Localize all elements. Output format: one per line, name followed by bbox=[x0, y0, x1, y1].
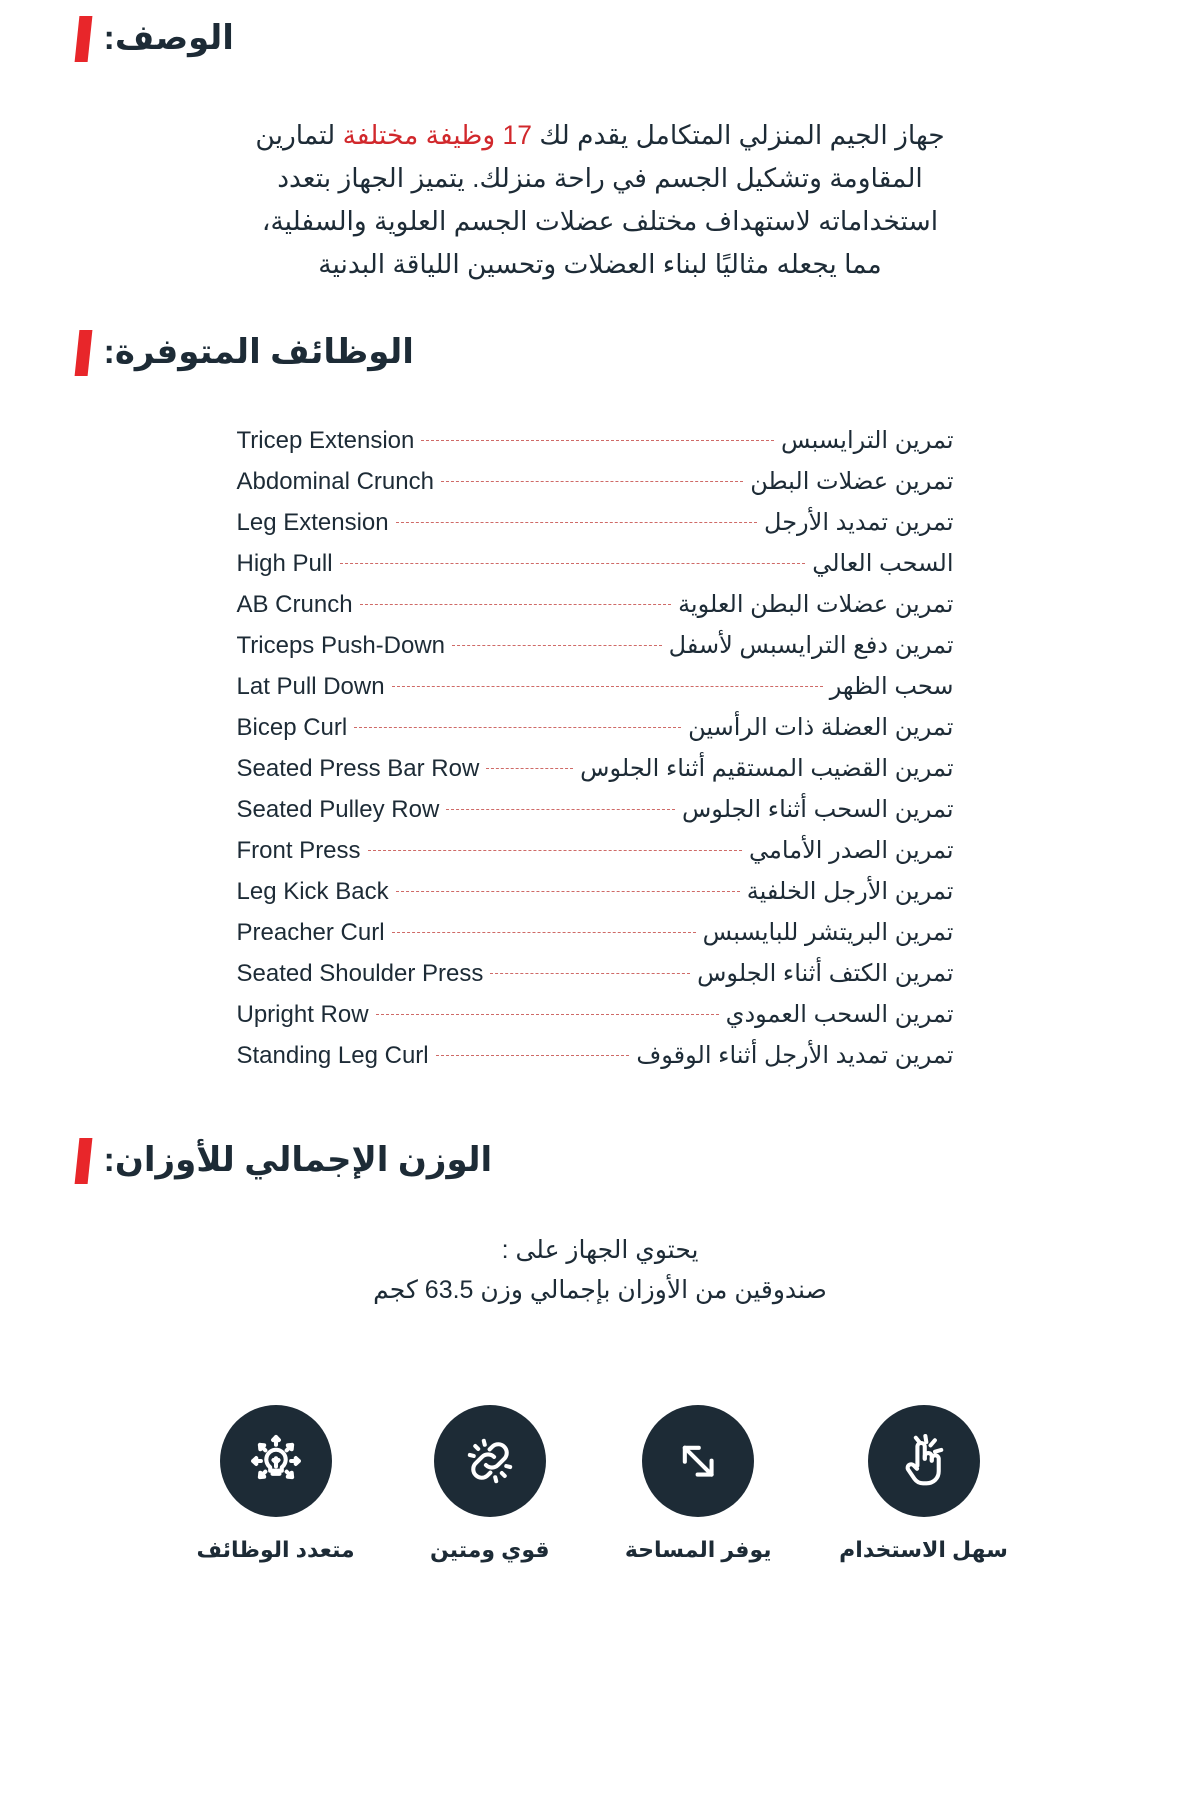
dashed-connector-icon bbox=[441, 481, 743, 482]
function-label-ar: تمرين تمديد الأرجل bbox=[764, 508, 954, 536]
total-weight-title: الوزن الإجمالي للأوزان: bbox=[103, 1140, 493, 1179]
function-label-ar: تمرين الأرجل الخلفية bbox=[746, 877, 954, 905]
function-row bbox=[237, 830, 954, 871]
function-row bbox=[237, 420, 954, 461]
feature-badges bbox=[77, 1405, 1124, 1563]
function-label-ar: تمرين العضلة ذات الرأسين bbox=[688, 713, 954, 741]
dashed-connector-icon bbox=[446, 809, 675, 810]
function-label-ar: تمرين الترايسبس bbox=[781, 426, 954, 454]
dashed-connector-icon bbox=[392, 686, 823, 687]
function-label-ar: تمرين عضلات البطن العلوية bbox=[678, 590, 954, 618]
function-label-en: Seated Press Bar Row bbox=[236, 754, 480, 782]
function-row bbox=[237, 953, 954, 994]
dashed-connector-icon bbox=[360, 604, 672, 605]
total-weight-line-2: صندوقين من الأوزان بإجمالي وزن 63.5 كجم bbox=[373, 1275, 827, 1304]
function-label-ar: تمرين البريتشر للبايسبس bbox=[702, 918, 954, 946]
dashed-connector-icon bbox=[368, 850, 743, 851]
function-label-en: High Pull bbox=[236, 549, 333, 577]
function-label-en: Preacher Curl bbox=[236, 918, 385, 946]
function-label-ar: سحب الظهر bbox=[829, 672, 954, 700]
functions-section bbox=[77, 330, 1124, 1076]
description-text-after: لتمارين المقاومة وتشكيل الجسم في راحة منزلك. يتميز الجهاز بتعدد استخداماته لاستهداف مختلف عضلات الجسم العلوية والسفلية، مما يجعله مثاليًا لبناء العضلات وتحسين اللياقة البدنية bbox=[255, 120, 939, 279]
function-row bbox=[237, 461, 954, 502]
accent-bar-icon bbox=[74, 330, 92, 376]
multi-function-bulb-icon bbox=[220, 1405, 332, 1517]
feature-badge bbox=[197, 1405, 355, 1563]
description-section bbox=[77, 0, 1124, 286]
function-row bbox=[237, 707, 954, 748]
function-label-ar: تمرين الصدر الأمامي bbox=[749, 836, 954, 864]
accent-bar-icon bbox=[74, 16, 92, 62]
description-body bbox=[77, 114, 1124, 286]
function-row bbox=[237, 994, 954, 1035]
dashed-connector-icon bbox=[340, 563, 806, 564]
functions-list bbox=[77, 420, 1124, 1076]
function-label-ar: السحب العالي bbox=[812, 549, 954, 577]
function-label-en: AB Crunch bbox=[236, 590, 353, 618]
function-row bbox=[237, 584, 954, 625]
total-weight-section bbox=[77, 1138, 1124, 1310]
feature-badge-label: قوي ومتين bbox=[430, 1536, 550, 1562]
function-label-ar: تمرين السحب أثناء الجلوس bbox=[682, 795, 954, 823]
feature-badge-label: متعدد الوظائف bbox=[196, 1536, 355, 1562]
dashed-connector-icon bbox=[436, 1055, 630, 1056]
function-row bbox=[237, 543, 954, 584]
feature-badge-label: سهل الاستخدام bbox=[839, 1536, 1008, 1562]
dashed-connector-icon bbox=[396, 522, 757, 523]
function-label-en: Seated Shoulder Press bbox=[236, 959, 484, 987]
dashed-connector-icon bbox=[452, 645, 662, 646]
function-label-ar: تمرين السحب العمودي bbox=[725, 1000, 954, 1028]
function-label-ar: تمرين عضلات البطن bbox=[750, 467, 954, 495]
function-row bbox=[237, 912, 954, 953]
function-label-en: Upright Row bbox=[236, 1000, 369, 1028]
chain-link-icon bbox=[434, 1405, 546, 1517]
function-label-ar: تمرين تمديد الأرجل أثناء الوقوف bbox=[636, 1041, 954, 1069]
function-label-ar: تمرين القضيب المستقيم أثناء الجلوس bbox=[580, 754, 954, 782]
description-paragraph bbox=[247, 114, 954, 286]
function-row bbox=[237, 625, 954, 666]
dashed-connector-icon bbox=[354, 727, 681, 728]
function-row bbox=[237, 1035, 954, 1076]
dashed-connector-icon bbox=[396, 891, 740, 892]
function-label-en: Leg Kick Back bbox=[236, 877, 389, 905]
function-label-en: Bicep Curl bbox=[236, 713, 348, 741]
function-label-ar: تمرين الكتف أثناء الجلوس bbox=[697, 959, 954, 987]
dashed-connector-icon bbox=[421, 440, 774, 441]
function-row bbox=[237, 666, 954, 707]
description-text-before: جهاز الجيم المنزلي المتكامل يقدم لك bbox=[531, 120, 945, 150]
total-weight-heading bbox=[77, 1138, 1124, 1184]
function-label-en: Leg Extension bbox=[236, 508, 389, 536]
accent-bar-icon bbox=[74, 1138, 92, 1184]
function-label-en: Seated Pulley Row bbox=[236, 795, 440, 823]
description-heading bbox=[77, 16, 1124, 62]
dashed-connector-icon bbox=[490, 973, 690, 974]
feature-badge bbox=[427, 1405, 553, 1563]
feature-badge bbox=[625, 1405, 772, 1563]
functions-heading bbox=[77, 330, 1124, 376]
total-weight-body bbox=[77, 1230, 1124, 1310]
feature-badge bbox=[839, 1405, 1008, 1563]
feature-badge-label: يوفر المساحة bbox=[624, 1536, 772, 1562]
functions-title: الوظائف المتوفرة: bbox=[103, 332, 414, 371]
function-row bbox=[237, 871, 954, 912]
dashed-connector-icon bbox=[376, 1014, 719, 1015]
product-description-page bbox=[77, 0, 1124, 1563]
function-label-en: Tricep Extension bbox=[236, 426, 415, 454]
function-label-ar: تمرين دفع الترايسبس لأسفل bbox=[668, 631, 954, 659]
function-label-en: Abdominal Crunch bbox=[236, 467, 434, 495]
function-label-en: Standing Leg Curl bbox=[236, 1041, 429, 1069]
resize-arrow-icon bbox=[642, 1405, 754, 1517]
function-label-en: Lat Pull Down bbox=[236, 672, 385, 700]
tap-hand-icon bbox=[868, 1405, 980, 1517]
function-row bbox=[237, 748, 954, 789]
function-row bbox=[237, 789, 954, 830]
description-highlight: 17 وظيفة مختلفة bbox=[342, 120, 532, 150]
function-row bbox=[237, 502, 954, 543]
dashed-connector-icon bbox=[392, 932, 696, 933]
description-title: الوصف: bbox=[103, 19, 234, 58]
function-label-en: Front Press bbox=[236, 836, 361, 864]
dashed-connector-icon bbox=[486, 768, 573, 769]
total-weight-line-1: يحتوي الجهاز على : bbox=[501, 1235, 699, 1264]
function-label-en: Triceps Push-Down bbox=[236, 631, 446, 659]
